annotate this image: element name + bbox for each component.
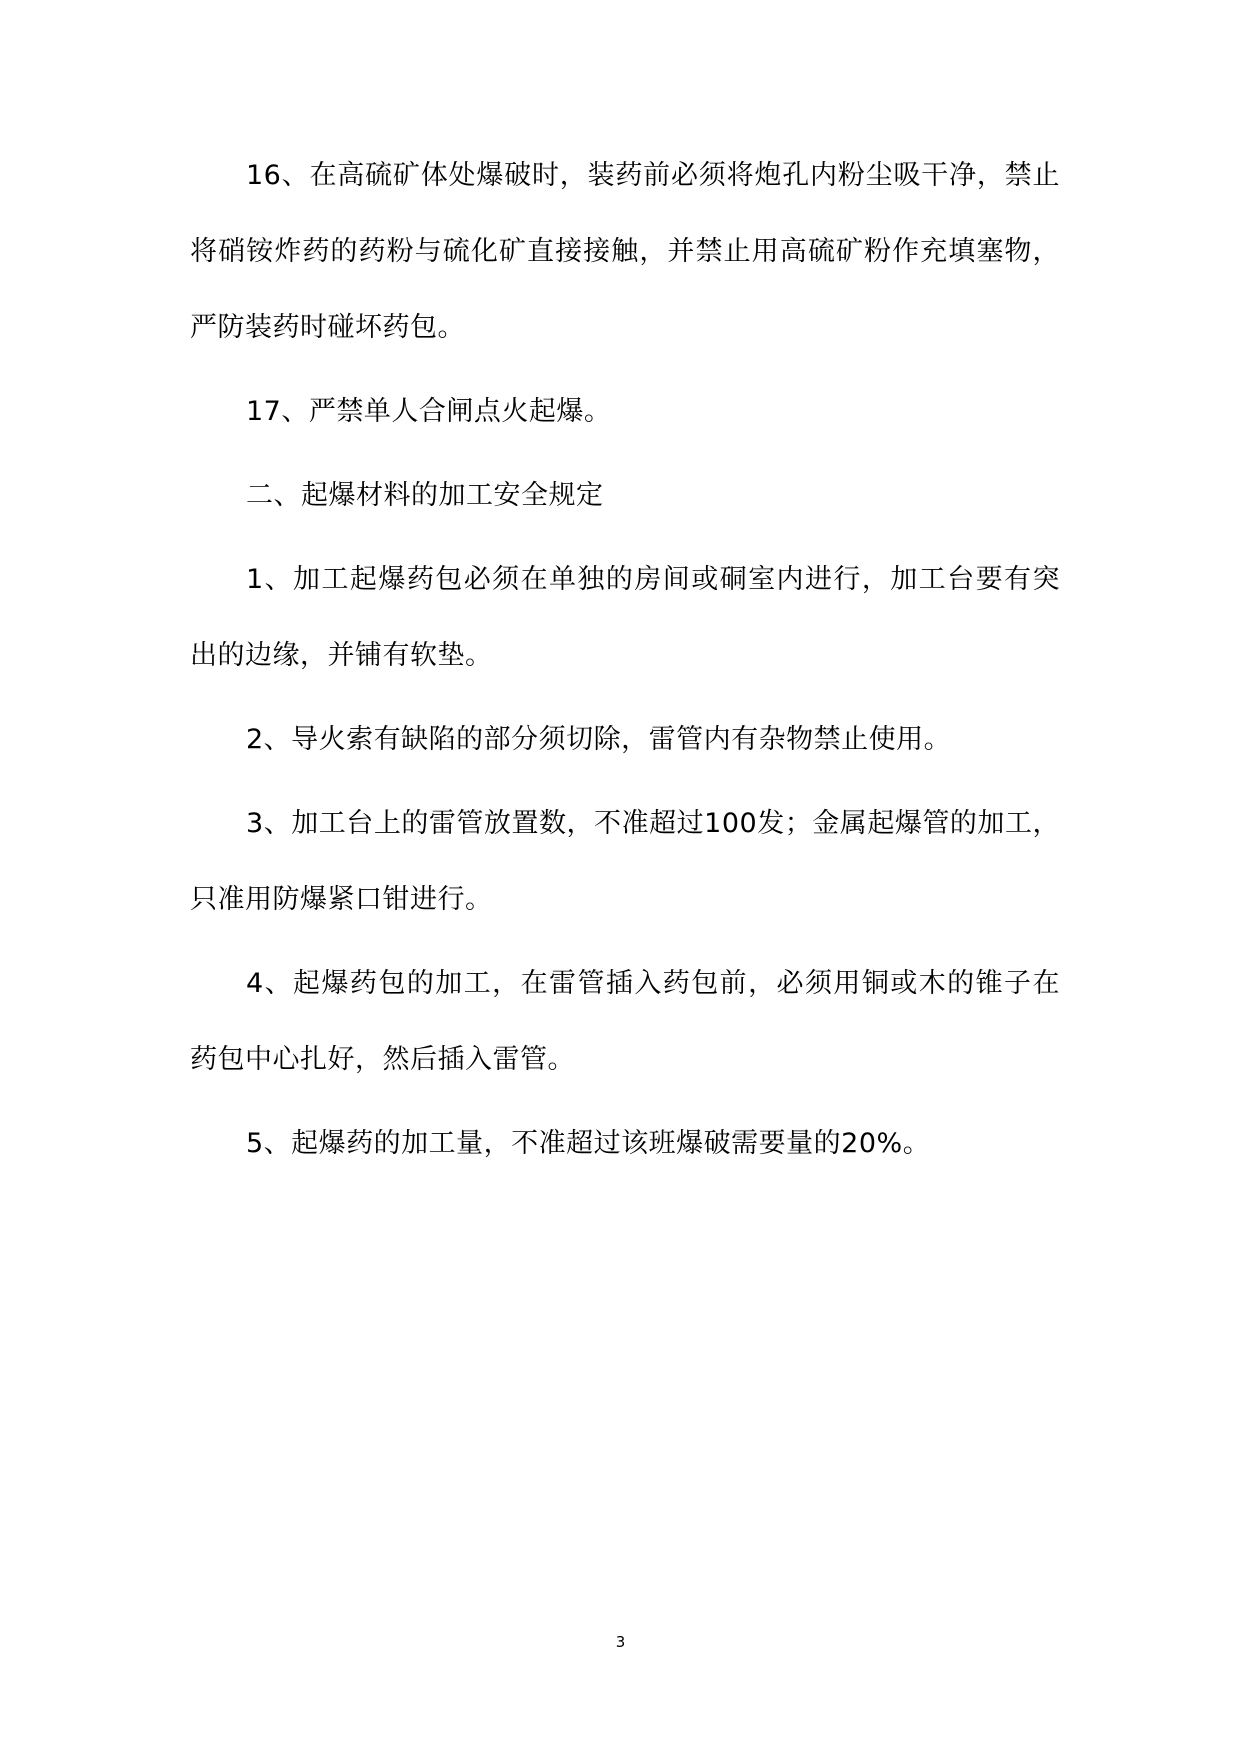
paragraph-rule-4: 4、起爆药包的加工，在雷管插入药包前，必须用铜或木的锥子在药包中心扎好，然后插入雷管。 [190,968,1060,1075]
section-heading: 二、起爆材料的加工安全规定 [246,480,604,511]
paragraph-rule-16: 16、在高硫矿体处爆破时，装药前必须将炮孔内粉尘吸干净，禁止将硝铵炸药的药粉与硫化矿直接接触，并禁止用高硫矿粉作充填塞物，严防装药时碰坏药包。 [190,160,1060,343]
paragraph-rule-2: 2、导火索有缺陷的部分须切除，雷管内有杂物禁止使用。 [246,724,952,755]
paragraph-rule-3: 3、加工台上的雷管放置数，不准超过100发；金属起爆管的加工，只准用防爆紧口钳进行。 [190,808,1060,915]
paragraph-rule-5: 5、起爆药的加工量，不准超过该班爆破需要量的20%。 [246,1128,931,1159]
paragraph-rule-1: 1、加工起爆药包必须在单独的房间或硐室内进行，加工台要有突出的边缘，并铺有软垫。 [190,564,1060,671]
paragraph-rule-17: 17、严禁单人合闸点火起爆。 [246,396,612,427]
document-body [190,138,1060,1190]
page-number: 3 [615,1633,626,1651]
